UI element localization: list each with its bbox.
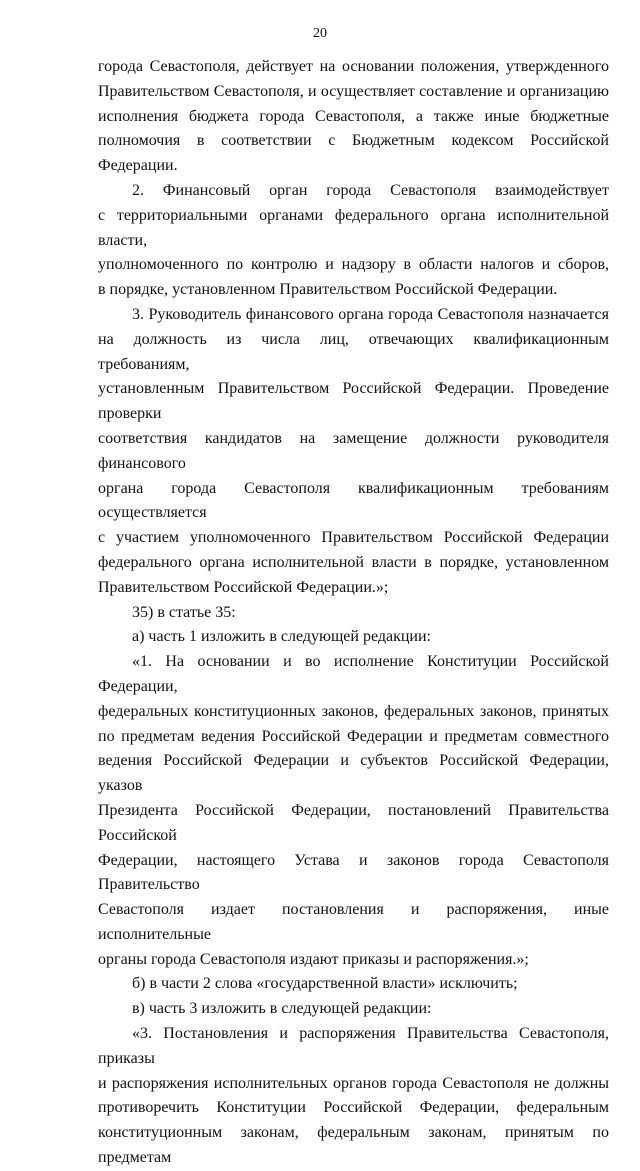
text-line: по предметам ведения Российской Федерации и предметам совместного bbox=[98, 727, 609, 745]
text-line: 35) в статье 35: bbox=[132, 603, 236, 621]
text-line: Севастополя издает постановления и распоряжения, иные исполнительные bbox=[98, 901, 609, 943]
text-line: Президента Российской Федерации, постановлений Правительства Российской bbox=[98, 801, 609, 844]
text-line: конституционным законам, федеральным законам, принятым по предметам bbox=[98, 1124, 609, 1167]
text-line: 2. Финансовый орган города Севастополя взаимодействует bbox=[132, 181, 609, 199]
text-line: противоречить Конституции Российской Федерации, федеральным bbox=[98, 1099, 609, 1117]
text-line: полномочия в соответствии с Бюджетным кодексом Российской Федерации. bbox=[98, 132, 609, 175]
text-line: а) часть 1 изложить в следующей редакции: bbox=[132, 628, 431, 646]
text-line: органа города Севастополя квалификационным требованиям осуществляется bbox=[98, 479, 609, 522]
text-line: Федерации, настоящего Устава и законов города Севастополя Правительство bbox=[98, 851, 609, 894]
text-line: соответствия кандидатов на замещение должности руководителя финансового bbox=[98, 429, 609, 472]
text-line: Правительством Севастополя, и осуществляет составление и организацию bbox=[98, 82, 609, 100]
text-line: на должность из числа лиц, отвечающих квалификационным требованиям, bbox=[98, 330, 609, 373]
text-line: уполномоченного по контролю и надзору в области налогов и сборов, bbox=[98, 256, 609, 274]
text-line: б) в части 2 слова «государственной власти» исключить; bbox=[132, 975, 518, 993]
text-line: в) часть 3 изложить в следующей редакции: bbox=[132, 1000, 432, 1018]
text-line: органы города Севастополя издают приказы и распоряжения.»; bbox=[98, 950, 529, 968]
text-line: «3. Постановления и распоряжения Правительства Севастополя, приказы bbox=[98, 1025, 609, 1067]
text-line: «1. На основании и во исполнение Конституции Российской Федерации, bbox=[98, 653, 609, 695]
document-body bbox=[98, 55, 609, 1171]
text-line: 3. Руководитель финансового органа города Севастополя назначается bbox=[132, 305, 609, 323]
text-line: федеральных конституционных законов, федеральных законов, принятых bbox=[98, 702, 609, 720]
text-line: с территориальными органами федерального органа исполнительной власти, bbox=[98, 206, 609, 249]
page-number: 20 bbox=[313, 26, 327, 41]
text-line: и распоряжения исполнительных органов города Севастополя не должны bbox=[98, 1074, 609, 1092]
text-line: федерального органа исполнительной власти в порядке, установленном bbox=[98, 553, 609, 571]
text-line: в порядке, установленном Правительством Российской Федерации. bbox=[98, 281, 558, 299]
text-line: Правительством Российской Федерации.»; bbox=[98, 578, 389, 596]
text-line: с участием уполномоченного Правительством Российской Федерации bbox=[98, 529, 609, 547]
text-line: установленным Правительством Российской Федерации. Проведение проверки bbox=[98, 380, 609, 423]
text-line: исполнения бюджета города Севастополя, а также иные бюджетные bbox=[98, 107, 609, 125]
text-line: города Севастополя, действует на основании положения, утвержденного bbox=[98, 58, 609, 75]
text-line: ведения Российской Федерации и субъектов Российской Федерации, указов bbox=[98, 752, 609, 795]
